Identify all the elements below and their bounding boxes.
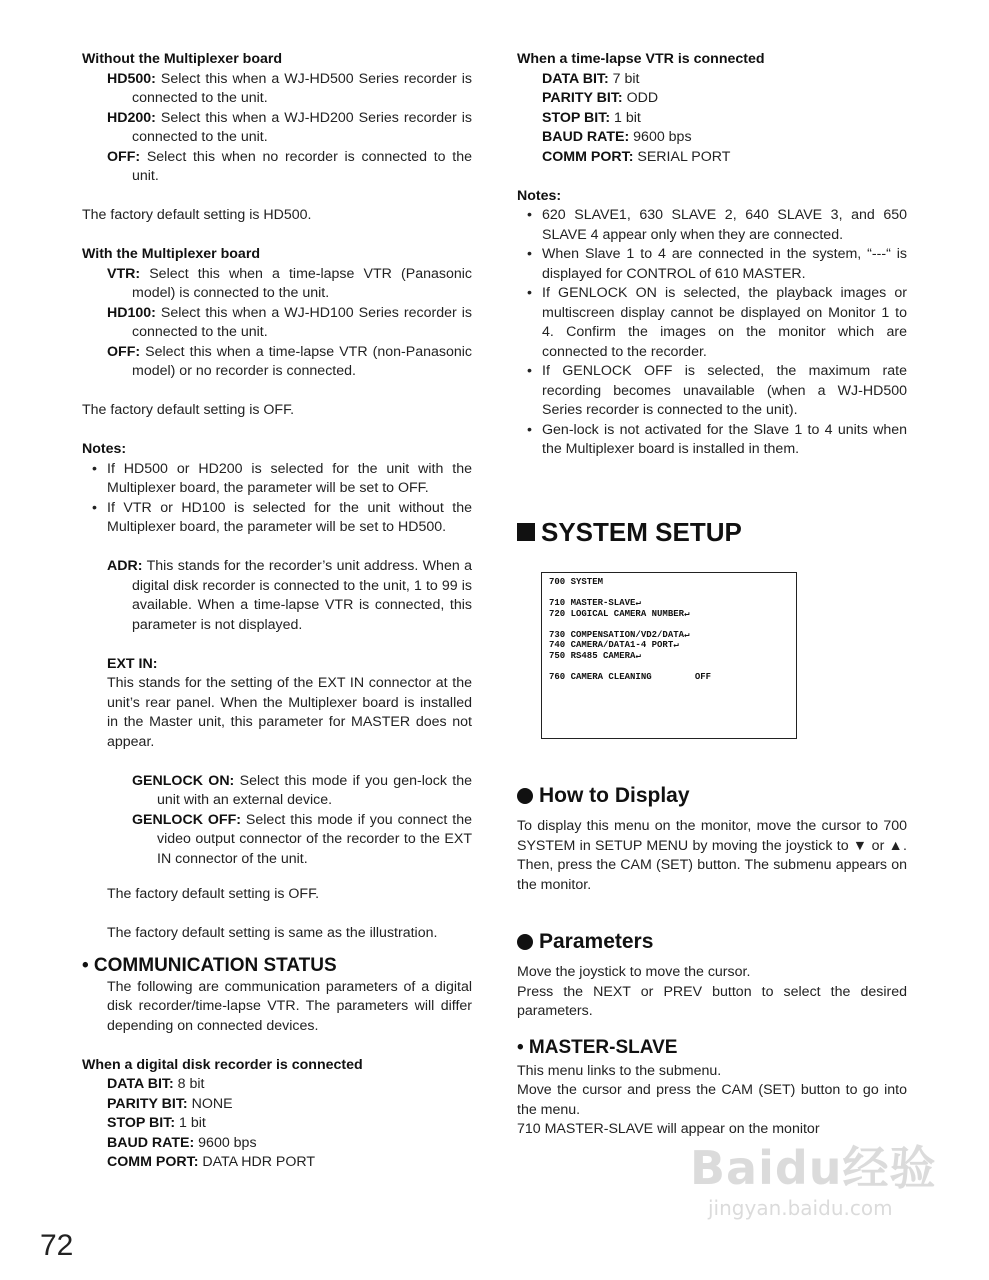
term-off-1: OFF: [107, 148, 141, 165]
notes-list-left [82, 460, 472, 538]
desc-hd200: Select this when a WJ-HD200 Series recorder is connected to the unit. [132, 109, 472, 145]
term-hd100: HD100: [107, 304, 156, 321]
ddr-param: PARITY BIT: NONE [107, 1095, 233, 1112]
vtr-param: BAUD RATE: 9600 bps [542, 129, 692, 145]
with-mux-heading: With the Multiplexer board [82, 246, 261, 262]
menu-line: 720 LOGICAL CAMERA NUMBER↵ [549, 608, 690, 619]
system-setup-title [517, 516, 907, 548]
ddr-heading: When a digital disk recorder is connected [82, 1056, 363, 1073]
vtr-param: DATA BIT: 7 bit [542, 70, 640, 87]
circle-bullet-icon [517, 788, 533, 804]
watermark [690, 1140, 940, 1250]
note-item: • 620 SLAVE1, 630 SLAVE 2, 640 SLAVE 3, and 650 SLAVE 4 appear only when they are connected. [517, 206, 907, 245]
enter-arrow-icon: ↵ [635, 650, 641, 661]
system-menu-illustration [541, 572, 797, 739]
master-slave-heading: • MASTER-SLAVE [517, 1036, 678, 1058]
without-mux-heading: Without the Multiplexer board [82, 51, 283, 67]
enter-arrow-icon: ↵ [635, 598, 641, 608]
note-item: • If VTR or HD100 is selected for the unit without the Multiplexer board, the parameter will be set to HD500. [82, 499, 472, 538]
note-item: • If HD500 or HD200 is selected for the unit with the Multiplexer board, the parameter will be set to OFF. [82, 460, 472, 499]
parameters-line2: Press the NEXT or PREV button to select the desired parameters. [517, 983, 907, 1019]
vtr-param: PARITY BIT: ODD [542, 90, 659, 106]
desc-off-2: Select this when a time-lapse VTR (non-Panasonic model) or no recorder is connected. [132, 343, 472, 379]
def-off-1 [82, 148, 472, 187]
desc-off-1: Select this when no recorder is connected to the unit. [132, 148, 472, 184]
term-genlock-off: GENLOCK OFF: [132, 811, 241, 828]
note-item: • Gen-lock is not activated for the Slave 1 to 4 units when the Multiplexer board is installed in them. [517, 421, 907, 460]
ddr-param: BAUD RATE: 9600 bps [107, 1134, 257, 1151]
watermark-url: jingyan.baidu.com [708, 1196, 893, 1220]
how-to-display-label: How to Display [539, 784, 690, 807]
ddr-param: COMM PORT: DATA HDR PORT [107, 1154, 316, 1170]
desc-hd100: Select this when a WJ-HD100 Series recorder is connected to the unit. [132, 304, 472, 340]
term-genlock-on: GENLOCK ON: [132, 772, 235, 789]
desc-hd500: Select this when a WJ-HD500 Series recorder is connected to the unit. [132, 70, 472, 106]
menu-line: 740 CAMERA/DATA1-4 PORT↵ [549, 640, 679, 650]
def-hd100 [82, 304, 472, 343]
default-ext-in: The factory default setting is OFF. [107, 886, 320, 902]
default-off: The factory default setting is OFF. [82, 402, 295, 418]
system-setup-label: SYSTEM SETUP [541, 516, 742, 547]
parameters-line1: Move the joystick to move the cursor. [517, 964, 751, 980]
def-genlock-on [82, 772, 472, 811]
notes-heading-right: Notes: [517, 187, 562, 204]
term-hd500: HD500: [107, 70, 156, 87]
watermark-logo: Baidu经验 [690, 1141, 937, 1195]
note-item: • If GENLOCK ON is selected, the playback images or multiscreen display cannot be displayed on Monitor 1 to 4. Confirm the images on the monitor which are connected to the recorder. [517, 284, 907, 362]
term-vtr: VTR: [107, 265, 141, 282]
def-genlock-off [82, 811, 472, 870]
master-slave-line2: Move the cursor and press the CAM (SET) button to go into the menu. [517, 1082, 907, 1118]
def-hd500 [82, 70, 472, 109]
vtr-param: COMM PORT: SERIAL PORT [542, 148, 731, 165]
page-number: 72 [40, 1229, 74, 1262]
right-column [517, 50, 907, 548]
def-vtr [82, 265, 472, 304]
how-to-display-text: To display this menu on the monitor, move the cursor to 700 SYSTEM in SETUP MENU by moving the joystick to ▼ or ▲. Then, press the CAM (SET) button. The submenu appears on the monitor. [517, 818, 907, 893]
desc-adr: This stands for the recorder’s unit address. When a digital disk recorder is connected to the unit, 1 to 99 is available. When a time-lapse VTR is connected, this parameter is not displayed. [132, 558, 472, 633]
enter-arrow-icon: ↵ [684, 608, 690, 619]
square-bullet-icon [517, 523, 535, 541]
master-slave-line3: 710 MASTER-SLAVE will appear on the monitor [517, 1121, 820, 1137]
parameters-label: Parameters [539, 930, 654, 953]
term-hd200: HD200: [107, 109, 156, 126]
master-slave-line1: This menu links to the submenu. [517, 1062, 722, 1079]
enter-arrow-icon: ↵ [684, 629, 690, 640]
desc-genlock-off: Select this mode if you connect the video output connector of the recorder to the EXT IN connector of the unit. [157, 811, 472, 867]
ddr-param: STOP BIT: 1 bit [107, 1115, 206, 1131]
def-hd200 [82, 109, 472, 148]
right-column-lower [517, 783, 907, 1140]
desc-genlock-on: Select this mode if you gen-lock the unit with an external device. [157, 772, 472, 808]
term-adr: ADR: [107, 558, 143, 574]
def-adr [82, 557, 472, 635]
enter-arrow-icon: ↵ [673, 640, 679, 650]
def-off-2 [82, 343, 472, 382]
ext-in-heading: EXT IN: [107, 655, 158, 672]
menu-line: 730 COMPENSATION/VD2/DATA↵ [549, 629, 690, 640]
menu-line: 760 CAMERA CLEANING OFF [549, 671, 712, 682]
vtr-param: STOP BIT: 1 bit [542, 109, 641, 126]
menu-line: 710 MASTER-SLAVE↵ [549, 598, 641, 608]
note-item: • When Slave 1 to 4 are connected in the system, “---“ is displayed for CONTROL of 610 MASTER. [517, 245, 907, 284]
menu-title: 700 SYSTEM [549, 577, 604, 587]
notes-list-right [517, 206, 907, 460]
notes-heading-left: Notes: [82, 441, 127, 457]
how-to-display-title [517, 783, 907, 809]
menu-line: 750 RS485 CAMERA↵ [549, 650, 641, 661]
left-column [82, 50, 472, 1173]
vtr-heading: When a time-lapse VTR is connected [517, 51, 765, 67]
circle-bullet-icon [517, 934, 533, 950]
ddr-param: DATA BIT: 8 bit [107, 1076, 205, 1092]
default-illustration: The factory default setting is same as the illustration. [107, 925, 438, 941]
comm-status-text: The following are communication parameters of a digital disk recorder/time-lapse VTR. The parameters will differ depending on connected devices. [107, 978, 472, 1034]
term-off-2: OFF: [107, 343, 141, 360]
parameters-title [517, 929, 907, 955]
note-item: • If GENLOCK OFF is selected, the maximum rate recording becomes unavailable (when a WJ-HD500 Series recorder is connected to the unit). [517, 362, 907, 421]
default-hd500: The factory default setting is HD500. [82, 207, 312, 223]
comm-status-heading: • COMMUNICATION STATUS [82, 954, 337, 976]
ext-in-text: This stands for the setting of the EXT IN connector at the unit’s rear panel. When the Multiplexer board is installed in the Master unit, this parameter for MASTER does not appear. [107, 675, 472, 750]
desc-vtr: Select this when a time-lapse VTR (Panasonic model) is connected to the unit. [132, 265, 472, 301]
